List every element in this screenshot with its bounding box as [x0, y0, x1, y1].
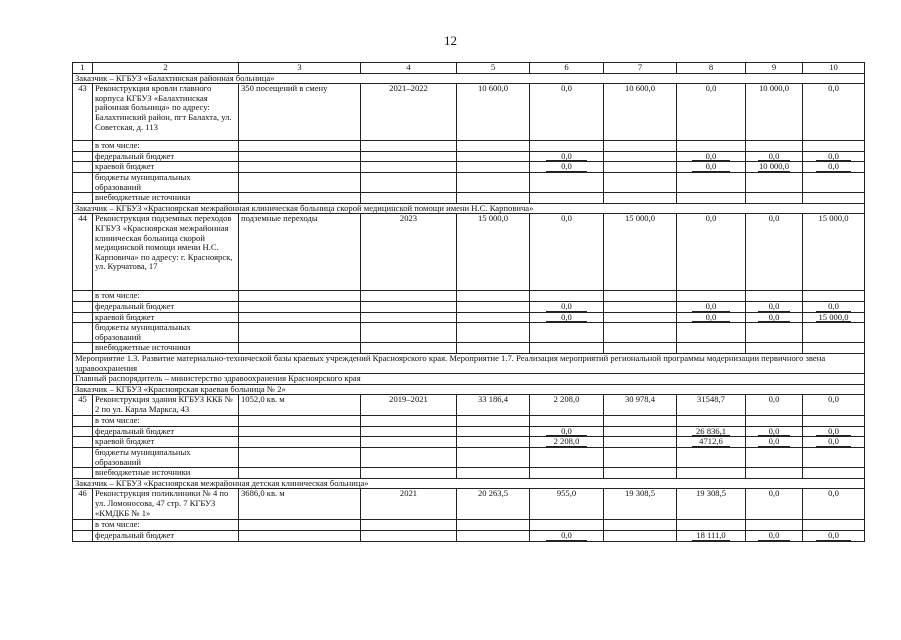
municipal-row — [73, 448, 865, 468]
sub-value: 0,0 — [677, 162, 746, 173]
table-cell — [239, 193, 361, 204]
project-value: 19 308,5 — [677, 489, 746, 520]
table-cell — [457, 172, 530, 192]
project-name: Реконструкция поликлиники № 4 по ул. Ломоносова, 47 стр. 7 КГБУЗ «КМДКБ № 1» — [93, 489, 239, 520]
column-header: 6 — [530, 63, 604, 74]
customer-label: Заказчик – КГБУЗ «Красноярская межрайонная клиническая больница скорой медицинской помощи имени Н.С. Карповича» — [73, 203, 865, 214]
project-name: Реконструкция кровли главного корпуса КГБУЗ «Балахтинская районная больница» по адресу: Балахтинский район, пгт Балахта, ул. Советская, д. 113 — [93, 84, 239, 141]
project-value: 0,0 — [530, 84, 604, 141]
column-header: 4 — [361, 63, 457, 74]
table-cell — [239, 416, 361, 427]
table-cell — [677, 193, 746, 204]
sub-label: краевой бюджет — [93, 437, 239, 448]
project-capacity: подземные переходы — [239, 214, 361, 291]
table-cell — [239, 172, 361, 192]
sub-value: 0,0 — [677, 151, 746, 162]
table-cell — [73, 151, 93, 162]
sub-value: 0,0 — [746, 312, 803, 323]
table-cell — [361, 172, 457, 192]
table-cell — [530, 468, 604, 479]
table-cell — [803, 291, 865, 302]
sub-label: бюджеты муниципальных образований — [93, 448, 239, 468]
sub-label: федеральный бюджет — [93, 531, 239, 542]
table-cell — [677, 416, 746, 427]
sub-value: 0,0 — [803, 531, 865, 542]
table-cell — [604, 416, 677, 427]
table-cell — [803, 193, 865, 204]
sub-label: федеральный бюджет — [93, 426, 239, 437]
table-cell — [361, 151, 457, 162]
project-period: 2021–2022 — [361, 84, 457, 141]
sub-label: краевой бюджет — [93, 162, 239, 173]
table-cell — [361, 323, 457, 343]
project-value: 0,0 — [803, 395, 865, 416]
sub-value — [604, 437, 677, 448]
table-cell — [530, 172, 604, 192]
project-number: 45 — [73, 395, 93, 416]
project-cost: 15 000,0 — [457, 214, 530, 291]
table-cell — [604, 448, 677, 468]
table-cell — [239, 301, 361, 312]
sub-value: 10 000,0 — [746, 162, 803, 173]
table-cell — [677, 343, 746, 354]
table-cell — [457, 301, 530, 312]
table-cell — [677, 291, 746, 302]
sub-value: 0,0 — [530, 426, 604, 437]
table-cell — [239, 448, 361, 468]
table-cell — [73, 172, 93, 192]
table-cell — [457, 343, 530, 354]
table-cell — [73, 323, 93, 343]
table-cell — [803, 323, 865, 343]
table-cell — [457, 531, 530, 542]
table-cell — [73, 468, 93, 479]
project-number: 43 — [73, 84, 93, 141]
table-cell — [457, 426, 530, 437]
project-name: Реконструкция подземных переходов КГБУЗ «Красноярская межрайонная клиническая больница скорой медицинской помощи имени Н.С. Карповича» по адресу: г. Красноярск, ул. Курчатова, 17 — [93, 214, 239, 291]
table-cell — [73, 141, 93, 152]
column-header: 9 — [746, 63, 803, 74]
project-value: 0,0 — [746, 395, 803, 416]
table-cell — [746, 520, 803, 531]
sub-value: 0,0 — [530, 151, 604, 162]
sub-label: краевой бюджет — [93, 312, 239, 323]
table-cell — [73, 520, 93, 531]
customer-label: Заказчик – КГБУЗ «Красноярская краевая больница № 2» — [73, 384, 865, 395]
sub-label: бюджеты муниципальных образований — [93, 172, 239, 192]
table-cell — [361, 426, 457, 437]
sub-value: 0,0 — [803, 162, 865, 173]
column-header: 2 — [93, 63, 239, 74]
column-header: 10 — [803, 63, 865, 74]
table-cell — [73, 343, 93, 354]
sub-label: в том числе: — [93, 291, 239, 302]
table-cell — [73, 291, 93, 302]
regional-row — [73, 162, 865, 173]
sub-value: 0,0 — [530, 301, 604, 312]
project-capacity: 3686,0 кв. м — [239, 489, 361, 520]
distributor-text: Главный распорядитель – министерство здравоохранения Красноярского края — [73, 374, 865, 385]
project-value: 0,0 — [677, 84, 746, 141]
column-header: 5 — [457, 63, 530, 74]
table-cell — [604, 520, 677, 531]
table-cell — [457, 323, 530, 343]
table-cell — [746, 416, 803, 427]
extrabudget-row — [73, 343, 865, 354]
project-value: 10 000,0 — [746, 84, 803, 141]
table-cell — [457, 151, 530, 162]
extrabudget-row — [73, 193, 865, 204]
table-cell — [530, 520, 604, 531]
distributor-row — [73, 374, 865, 385]
sub-label: внебюджетные источники — [93, 343, 239, 354]
project-value: 30 978,4 — [604, 395, 677, 416]
table-cell — [803, 448, 865, 468]
table-cell — [361, 312, 457, 323]
table-cell — [239, 468, 361, 479]
table-cell — [746, 291, 803, 302]
table-cell — [73, 162, 93, 173]
column-header: 7 — [604, 63, 677, 74]
table-cell — [677, 172, 746, 192]
table-cell — [604, 468, 677, 479]
sub-value: 0,0 — [530, 312, 604, 323]
table-cell — [530, 343, 604, 354]
project-capacity: 1052,0 кв. м — [239, 395, 361, 416]
project-value: 0,0 — [530, 214, 604, 291]
table-cell — [457, 520, 530, 531]
sub-label: бюджеты муниципальных образований — [93, 323, 239, 343]
project-value: 10 600,0 — [604, 84, 677, 141]
project-value: 31548,7 — [677, 395, 746, 416]
measure-row — [73, 353, 865, 373]
table-cell — [73, 437, 93, 448]
project-value: 955,0 — [530, 489, 604, 520]
table-cell — [803, 520, 865, 531]
project-capacity: 350 посещений в смену — [239, 84, 361, 141]
table-cell — [239, 426, 361, 437]
table-cell — [746, 448, 803, 468]
table-cell — [746, 468, 803, 479]
table-cell — [73, 301, 93, 312]
customer-label: Заказчик – КГБУЗ «Красноярская межрайонная детская клиническая больница» — [73, 478, 865, 489]
sub-value: 18 111,0 — [677, 531, 746, 542]
project-value: 0,0 — [803, 489, 865, 520]
sub-label: в том числе: — [93, 416, 239, 427]
table-cell — [239, 141, 361, 152]
table-cell — [530, 193, 604, 204]
sub-value: 0,0 — [746, 531, 803, 542]
table-cell — [457, 141, 530, 152]
sub-value: 0,0 — [530, 531, 604, 542]
table-cell — [746, 323, 803, 343]
table-cell — [73, 531, 93, 542]
sub-value: 0,0 — [803, 437, 865, 448]
incl-row — [73, 416, 865, 427]
project-value: 0,0 — [746, 489, 803, 520]
table-cell — [239, 291, 361, 302]
sub-value: 0,0 — [746, 301, 803, 312]
sub-value — [604, 301, 677, 312]
project-row — [73, 214, 865, 291]
municipal-row — [73, 323, 865, 343]
incl-row — [73, 520, 865, 531]
project-period: 2021 — [361, 489, 457, 520]
table-cell — [73, 426, 93, 437]
table-cell — [457, 437, 530, 448]
table-cell — [73, 416, 93, 427]
table-cell — [361, 416, 457, 427]
project-value: 15 000,0 — [604, 214, 677, 291]
table-cell — [239, 162, 361, 173]
sub-value: 0,0 — [803, 151, 865, 162]
table-cell — [746, 343, 803, 354]
table-cell — [746, 193, 803, 204]
municipal-row — [73, 172, 865, 192]
sub-value: 0,0 — [746, 151, 803, 162]
table-cell — [457, 162, 530, 173]
table-cell — [677, 520, 746, 531]
table-cell — [73, 448, 93, 468]
table-cell — [530, 416, 604, 427]
table-cell — [530, 323, 604, 343]
regional-row — [73, 312, 865, 323]
sub-value — [604, 426, 677, 437]
table-cell — [530, 141, 604, 152]
sub-value: 2 208,0 — [530, 437, 604, 448]
project-row — [73, 84, 865, 141]
table-cell — [677, 468, 746, 479]
table-cell — [803, 468, 865, 479]
project-cost: 33 186,4 — [457, 395, 530, 416]
table-cell — [604, 323, 677, 343]
budget-table — [72, 62, 865, 542]
table-cell — [803, 141, 865, 152]
table-cell — [361, 193, 457, 204]
table-cell — [746, 141, 803, 152]
federal-row — [73, 426, 865, 437]
sub-label: федеральный бюджет — [93, 151, 239, 162]
sub-label: внебюджетные источники — [93, 468, 239, 479]
table-cell — [361, 162, 457, 173]
table-cell — [239, 151, 361, 162]
federal-row — [73, 531, 865, 542]
sub-label: в том числе: — [93, 520, 239, 531]
table-cell — [361, 468, 457, 479]
extrabudget-row — [73, 468, 865, 479]
sub-value: 0,0 — [746, 437, 803, 448]
table-cell — [457, 448, 530, 468]
table-cell — [361, 291, 457, 302]
sub-value: 0,0 — [803, 426, 865, 437]
table-cell — [530, 448, 604, 468]
table-cell — [73, 312, 93, 323]
table-cell — [677, 448, 746, 468]
table-cell — [361, 301, 457, 312]
project-value: 0,0 — [746, 214, 803, 291]
project-value: 15 000,0 — [803, 214, 865, 291]
customer-row — [73, 203, 865, 214]
table-cell — [604, 291, 677, 302]
table-cell — [73, 193, 93, 204]
sub-value: 0,0 — [530, 162, 604, 173]
table-cell — [361, 437, 457, 448]
customer-label: Заказчик – КГБУЗ «Балахтинская районная больница» — [73, 73, 865, 84]
sub-value — [604, 312, 677, 323]
incl-row — [73, 291, 865, 302]
table-cell — [361, 520, 457, 531]
sub-value: 0,0 — [803, 301, 865, 312]
table-cell — [239, 531, 361, 542]
table-cell — [361, 531, 457, 542]
sub-value — [604, 151, 677, 162]
project-name: Реконструкция здания КГБУЗ ККБ № 2 по ул. Карла Маркса, 43 — [93, 395, 239, 416]
customer-row — [73, 478, 865, 489]
column-header: 8 — [677, 63, 746, 74]
sub-value: 0,0 — [677, 301, 746, 312]
table-cell — [361, 448, 457, 468]
table-cell — [677, 323, 746, 343]
table-cell — [746, 172, 803, 192]
project-value: 19 308,5 — [604, 489, 677, 520]
federal-row — [73, 301, 865, 312]
table-cell — [361, 343, 457, 354]
table-cell — [604, 193, 677, 204]
table-cell — [604, 172, 677, 192]
table-cell — [457, 312, 530, 323]
sub-label: внебюджетные источники — [93, 193, 239, 204]
project-value: 0,0 — [677, 214, 746, 291]
sub-label: федеральный бюджет — [93, 301, 239, 312]
sub-value: 0,0 — [677, 312, 746, 323]
project-value: 0,0 — [803, 84, 865, 141]
table-cell — [604, 141, 677, 152]
table-cell — [239, 343, 361, 354]
sub-value: 15 000,0 — [803, 312, 865, 323]
project-period: 2023 — [361, 214, 457, 291]
header-row — [73, 63, 865, 74]
table-cell — [239, 437, 361, 448]
column-header: 1 — [73, 63, 93, 74]
measure-text: Мероприятие 1.3. Развитие материально-технической базы краевых учреждений Красноярского края. Мероприятие 1.7. Реализация мероприятий региональной программы модернизации первичного звена здравоохранения — [73, 353, 865, 373]
incl-row — [73, 141, 865, 152]
project-number: 44 — [73, 214, 93, 291]
table-cell — [530, 291, 604, 302]
table-cell — [803, 343, 865, 354]
sub-label: в том числе: — [93, 141, 239, 152]
page-number: 12 — [444, 33, 457, 48]
project-row — [73, 395, 865, 416]
project-cost: 20 263,5 — [457, 489, 530, 520]
table-cell — [803, 172, 865, 192]
table-cell — [457, 416, 530, 427]
sub-value: 4712,6 — [677, 437, 746, 448]
regional-row — [73, 437, 865, 448]
table-cell — [361, 141, 457, 152]
table-cell — [239, 323, 361, 343]
table-cell — [457, 193, 530, 204]
table-cell — [239, 520, 361, 531]
federal-row — [73, 151, 865, 162]
project-row — [73, 489, 865, 520]
table-cell — [803, 416, 865, 427]
project-period: 2019–2021 — [361, 395, 457, 416]
customer-row — [73, 384, 865, 395]
table-cell — [457, 291, 530, 302]
table-cell — [239, 312, 361, 323]
column-header: 3 — [239, 63, 361, 74]
table-cell — [457, 468, 530, 479]
customer-row — [73, 73, 865, 84]
table-cell — [677, 141, 746, 152]
table-body — [73, 63, 865, 542]
sub-value: 0,0 — [746, 426, 803, 437]
sub-value: 26 836,1 — [677, 426, 746, 437]
project-number: 46 — [73, 489, 93, 520]
sub-value — [604, 531, 677, 542]
sub-value — [604, 162, 677, 173]
table-cell — [604, 343, 677, 354]
project-cost: 10 600,0 — [457, 84, 530, 141]
project-value: 2 208,0 — [530, 395, 604, 416]
